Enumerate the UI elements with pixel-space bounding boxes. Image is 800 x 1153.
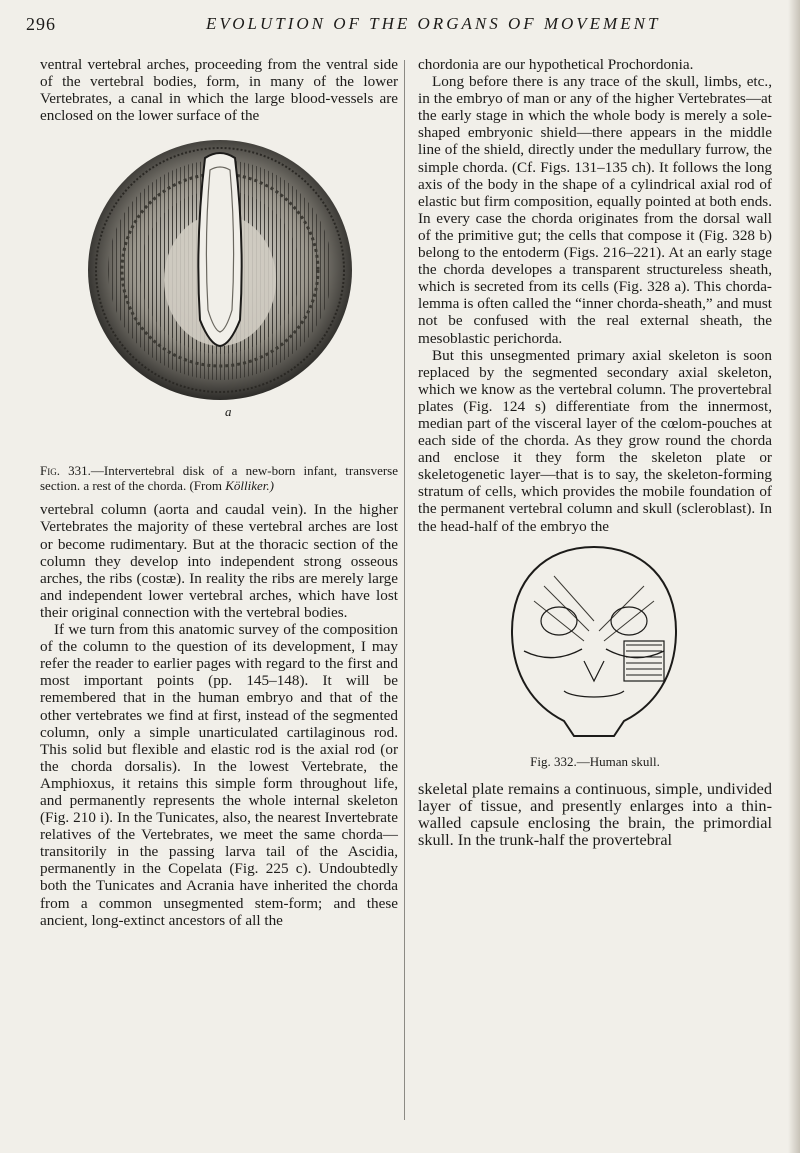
right-column [418,56,772,848]
figure-label-a: a [225,404,232,420]
left-column [40,56,398,929]
caption-detail: a rest of the chorda. (From [83,477,222,493]
figure-332-caption: Fig. 332.—Human skull. [530,753,660,769]
chorda-remnant [198,153,241,346]
column-divider [404,60,405,1120]
left-paragraph-2: vertebral column (aorta and caudal vein). In the higher Vertebrates the majority of these vertebral arches are lost or become rudimentary. But at the thoracic section of the column they develop into independent strong osseous arches, the ribs (costæ). In reality the ribs are merely large and independent lower vertebral arches, which have lost their original connection with the vertebral bodies. [40,501,398,621]
page-edge-shadow [788,0,800,1153]
right-paragraph-3: But this unsegmented primary axial skeleton is soon replaced by the segmented secondary axial skeleton, which we know as the vertebral column. The provertebral plates (Fig. 124 s) differentiate from the innermost, median part of the visceral layer of the cœlom-pouches at each side of the chorda. As they grow round the chorda and enclose it they form the skeleton plate or skeletogenetic layer—that is to say, the skeleton-forming stratum of cells, which provides the mobile foundation of the permanent vertebral column and skull (scleroblast). In the head-half of the embryo the [418,346,772,535]
human-skull-illustration [504,541,684,741]
running-title: EVOLUTION OF THE ORGANS OF MOVEMENT [206,14,661,33]
page-header [26,8,766,48]
figure-human-skull [418,541,772,751]
caption-credit: Kölliker.) [225,477,274,493]
figure-intervertebral-disk [40,130,398,458]
figure-331-caption [40,464,398,493]
left-paragraph-1: ventral vertebral arches, proceeding from the ventral side of the vertebral bodies, form, in many of the lower Vertebrates, a canal in which the large blood-vessels are enclosed on the lower surface of the [40,56,398,125]
right-paragraph-4: skeletal plate remains a continuous, simple, undivided layer of tissue, and presently enlarges into a thin-walled capsule enclosing the brain, the primordial skull. In the trunk-half the provertebral [418,778,772,849]
figure-number: Fig. 331. [40,463,91,479]
right-paragraph-2: Long before there is any trace of the skull, limbs, etc., in the embryo of man or any of the higher Vertebrates—at the early stage in which the whole body is merely a sole-shaped embryonic shield—there appears in the middle line of the shield, directly under the medullary furrow, the simple chorda. (Cf. Figs. 131–135 ch). It follows the long axis of the body in the shape of a cylindrical axial rod of elastic but firm composition, equally pointed at both ends. In every case the chorda originates from the dorsal wall of the primitive gut; the cells that compose it (Fig. 328 b) belong to the entoderm (Figs. 216–221). At an early stage the chorda developes a transparent structureless sheath, which is secreted from its cells (Fig. 328 a). This chorda-lemma is often called the “inner chorda-sheath,” and must not be confused with the real external sheath, the mesoblastic perichorda. [418,73,772,347]
caption-title: —Intervertebral disk of a new-born infant, transverse section. [40,463,399,493]
page-number: 296 [26,14,56,34]
intervertebral-disk-illustration [80,130,360,420]
right-paragraph-1: chordonia are our hypothetical Prochordonia. [418,56,694,73]
left-paragraph-3: If we turn from this anatomic survey of the composition of the column to the question of its development, I may refer the reader to earlier pages with regard to the first and most important points (pp. 145–148). It will be remembered that in the human embryo and that of the other vertebrates we find at first, instead of the segmented column, only a simple unarticulated cartilaginous rod. This solid but flexible and elastic rod is the axial rod (or the chorda dorsalis). In the lowest Vertebrate, the Amphioxus, it retains this simple form throughout life, and permanently represents the whole internal skeleton (Fig. 210 i). In the Tunicates, also, the nearest Invertebrate relatives of the Vertebrates, we meet the same chorda—transitorily in the passing larva tail of the Ascidia, permanently in the Copelata (Fig. 225 c). Undoubtedly both the Tunicates and Acrania have inherited the chorda from a common unsegmented stem-form; and these ancient, long-extinct ancestors of all the [40,621,398,929]
